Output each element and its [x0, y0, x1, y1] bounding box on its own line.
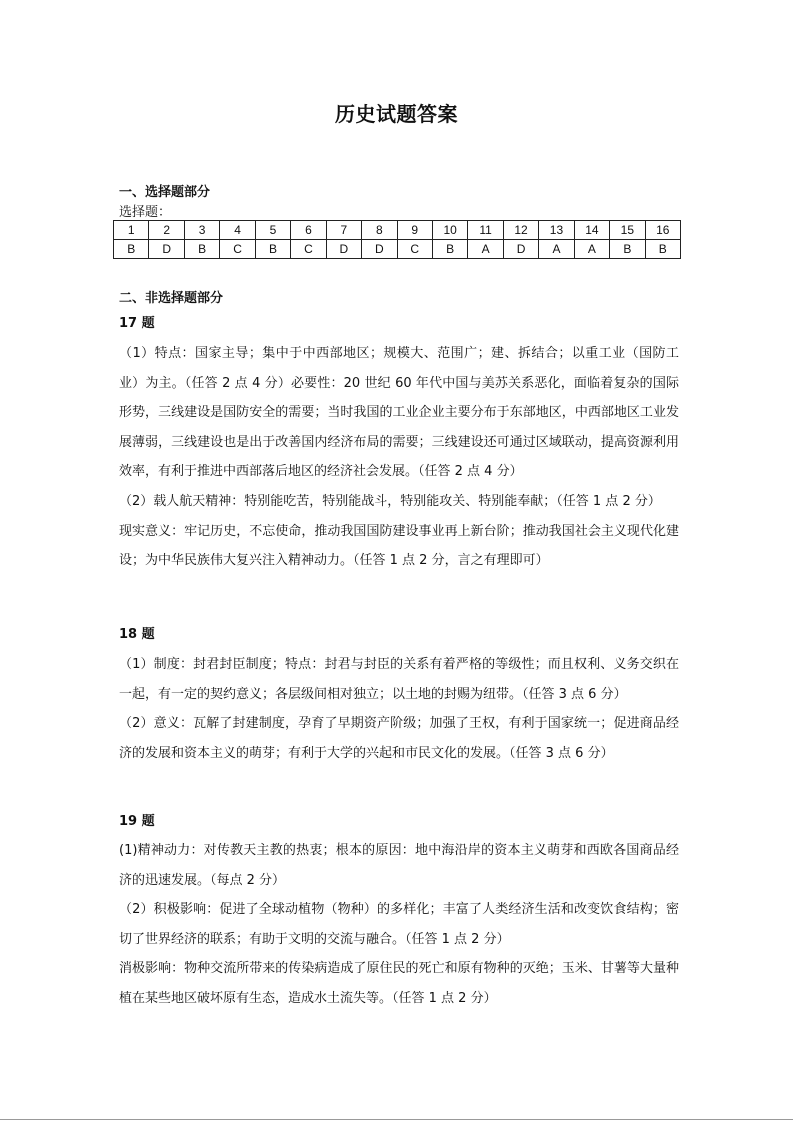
answer-cell: D [503, 240, 538, 259]
question-number-cell: 5 [255, 221, 290, 240]
question-17-label: 17 题 [119, 316, 155, 331]
question-19-label: 19 题 [119, 814, 155, 829]
question-number-cell: 6 [291, 221, 326, 240]
answer-cell: B [114, 240, 149, 259]
q19-part2: （2）积极影响：促进了全球动植物（物种）的多样化；丰富了人类经济生活和改变饮食结构；密切了世界经济的联系；有助于文明的交流与融合。（任答 1 点 2 分） [119, 902, 679, 947]
answer-cell: C [291, 240, 326, 259]
choice-label: 选择题： [119, 205, 172, 220]
question-number-cell: 9 [397, 221, 432, 240]
answer-cell: A [574, 240, 609, 259]
question-number-cell: 10 [432, 221, 467, 240]
question-number-cell: 13 [539, 221, 574, 240]
answer-cell: B [610, 240, 645, 259]
page-bottom-rule [0, 1119, 793, 1120]
q18-part1: （1）制度：封君封臣制度；特点：封君与封臣的关系有着严格的等级性；而且权利、义务交织在一起，有一定的契约意义；各层级间相对独立；以土地的封赐为纽带。（任答 3 点 6 分） [119, 657, 679, 702]
question-number-cell: 15 [610, 221, 645, 240]
answer-cell: C [397, 240, 432, 259]
answer-table [113, 220, 681, 259]
question-number-cell: 7 [326, 221, 361, 240]
answer-cell: A [468, 240, 503, 259]
question-number-cell: 8 [362, 221, 397, 240]
answer-cell: B [255, 240, 290, 259]
question-number-cell: 2 [149, 221, 184, 240]
answer-cell: B [432, 240, 467, 259]
answer-cell: D [362, 240, 397, 259]
q18-part2: （2）意义：瓦解了封建制度，孕育了早期资产阶级；加强了王权，有利于国家统一；促进商品经济的发展和资本主义的萌芽；有利于大学的兴起和市民文化的发展。（任答 3 点 6 分） [119, 716, 679, 761]
question-number-cell: 11 [468, 221, 503, 240]
answer-cell: B [645, 240, 680, 259]
question-number-cell: 4 [220, 221, 255, 240]
q19-part1: (1)精神动力：对传教天主教的热衷；根本的原因：地中海沿岸的资本主义萌芽和西欧各国商品经济的迅速发展。（每点 2 分） [119, 843, 679, 888]
q17-significance: 现实意义：牢记历史，不忘使命，推动我国国防建设事业再上新台阶；推动我国社会主义现代化建设；为中华民族伟大复兴注入精神动力。（任答 1 点 2 分，言之有理即可） [119, 523, 679, 569]
answer-cell: C [220, 240, 255, 259]
question-number-cell: 16 [645, 221, 680, 240]
question-number-cell: 14 [574, 221, 609, 240]
question-number-cell: 12 [503, 221, 538, 240]
page-title: 历史试题答案 [335, 102, 458, 126]
question-18-block [119, 650, 679, 768]
answer-table-numbers-row [114, 221, 681, 240]
answer-cell: D [149, 240, 184, 259]
section-heading-nonchoice: 二、非选择题部分 [119, 291, 224, 306]
section-heading-choice: 一、选择题部分 [119, 185, 211, 200]
q19-part3: 消极影响：物种交流所带来的传染病造成了原住民的死亡和原有物种的灭绝；玉米、甘薯等大量种植在某些地区破坏原有生态，造成水土流失等。（任答 1 点 2 分） [119, 961, 679, 1006]
answer-cell: B [184, 240, 219, 259]
question-17-block [119, 339, 679, 576]
q17-part1: （1）特点：国家主导；集中于中西部地区；规模大、范围广；建、拆结合；以重工业（国防工业）为主。（任答 2 点 4 分）必要性：20 世纪 60 年代中国与美苏关系恶化，面临着复杂的国际形势，三线建设是国防安全的需要；当时我国的工业企业主要分布于东部地区，中西部地区工业发展薄弱，三线建设也是出于改善国内经济布局的需要；三线建设还可通过区域联动，提高资源利用效率，有利于推进中西部落后地区的经济社会发展。（任答 2 点 4 分） [119, 346, 679, 480]
question-18-label: 18 题 [119, 627, 155, 642]
question-number-cell: 3 [184, 221, 219, 240]
question-19-block [119, 836, 679, 1014]
answer-cell: A [539, 240, 574, 259]
answer-table-answers-row [114, 240, 681, 259]
answer-cell: D [326, 240, 361, 259]
q17-part2: （2）载人航天精神：特别能吃苦，特别能战斗，特别能攻关、特别能奉献；（任答 1 点 2 分） [119, 493, 661, 509]
question-number-cell: 1 [114, 221, 149, 240]
